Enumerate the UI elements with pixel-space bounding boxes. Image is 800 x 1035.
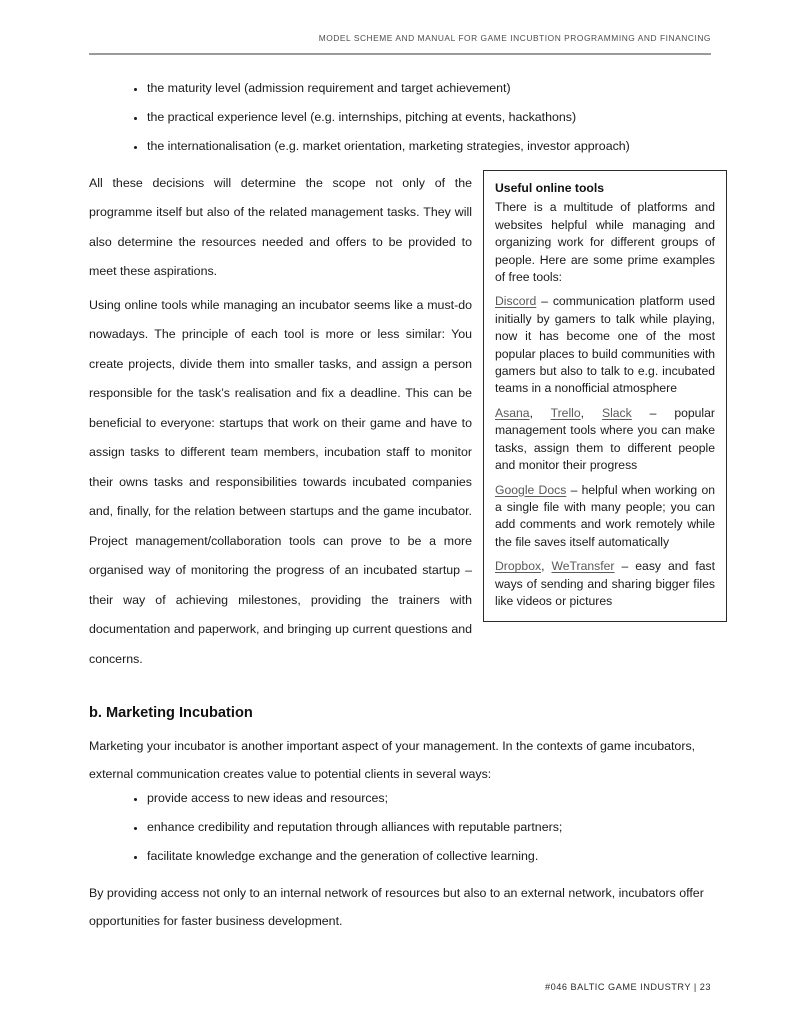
tool-description-filesharing: – easy and fast ways of sending and sharing bigger files like videos or pictures bbox=[495, 559, 716, 608]
tool-entry-discord bbox=[495, 293, 715, 397]
link-trello[interactable]: Trello bbox=[550, 405, 581, 420]
tool-entry-filesharing bbox=[495, 558, 715, 610]
list-item: the maturity level (admission requirement and target achievement) bbox=[89, 82, 711, 94]
tool-description-google-docs: – helpful when working on a single file with many people; you can add comments and work remotely while the file saves itself automatically bbox=[495, 482, 716, 549]
tool-entry-google-docs bbox=[495, 482, 715, 552]
list-item: the practical experience level (e.g. internships, pitching at events, hackathons) bbox=[89, 111, 711, 123]
callout-title: Useful online tools bbox=[495, 180, 605, 195]
paragraph-online-tools: Using online tools while managing an incubator seems like a must-do nowadays. The principle of each tool is more or less similar: You create projects, divide them into smaller tasks, and assign a person responsible for the task’s realisation and fix a deadline. This can be beneficial to everyone: startups that work on their game and have to assign tasks to different team members, incubation staff to monitor their owns tasks and responsibilities towards incubated companies and, finally, for the relation between startups and the game incubator. Project management/collaboration tools can prove to be a more organised way of monitoring the progress of an incubated startup – their way of achieving milestones, providing the trainers with documentation and paperwork, and bringing up current questions and concerns. bbox=[89, 297, 472, 666]
running-title: MODEL SCHEME AND MANUAL FOR GAME INCUBTION PROGRAMMING AND FINANCING bbox=[318, 33, 711, 43]
link-asana[interactable]: Asana bbox=[495, 405, 530, 420]
section-heading: b. Marketing Incubation bbox=[89, 705, 253, 722]
footer-text: #046 BALTIC GAME INDUSTRY | 23 bbox=[545, 982, 711, 992]
list-item: provide access to new ideas and resources; bbox=[89, 792, 711, 804]
two-column-region bbox=[89, 169, 716, 675]
separator: , bbox=[529, 405, 551, 420]
tool-description-management: – popular management tools where you can make tasks, assign them to different people and monitor their progress bbox=[495, 405, 715, 473]
section-closing-paragraph: By providing access not only to an internal network of resources but also to an external network, incubators offer opportunities for faster business development. bbox=[89, 885, 704, 928]
tool-description-discord: – communication platform used initially by gamers to talk while playing, now it has become one of the most popular places to build communities with gamers but also to talk to e.g. incubated teams in a nonofficial atmosphere bbox=[495, 294, 715, 396]
link-dropbox[interactable]: Dropbox bbox=[495, 559, 542, 574]
header-divider bbox=[89, 53, 711, 55]
list-item: enhance credibility and reputation through alliances with reputable partners; bbox=[89, 821, 711, 833]
callout-intro: There is a multitude of platforms and websites helpful while managing and organizing work for different groups of people. Here are some prime examples of free tools: bbox=[495, 200, 715, 285]
criteria-bullet-list bbox=[89, 82, 711, 152]
separator: , bbox=[580, 405, 602, 420]
link-google-docs[interactable]: Google Docs bbox=[495, 482, 567, 497]
page-footer bbox=[89, 982, 711, 992]
document-content bbox=[89, 81, 716, 939]
paragraph-decisions: All these decisions will determine the scope not only of the programme itself but also of the related management tasks. They will also determine the resources needed and offers to be provided to meet these aspirations. bbox=[89, 175, 472, 279]
marketing-value-bullet-list bbox=[89, 792, 711, 862]
tool-entry-management bbox=[495, 405, 715, 475]
section-intro-paragraph: Marketing your incubator is another important aspect of your management. In the contexts of game incubators, external communication creates value to potential clients in several ways: bbox=[89, 739, 696, 782]
page-header bbox=[89, 33, 711, 55]
link-discord[interactable]: Discord bbox=[495, 294, 537, 309]
main-text-column bbox=[89, 169, 472, 675]
section-marketing-incubation bbox=[89, 704, 711, 935]
link-wetransfer[interactable]: WeTransfer bbox=[551, 559, 615, 574]
link-slack[interactable]: Slack bbox=[601, 405, 632, 420]
useful-online-tools-callout bbox=[483, 170, 727, 623]
list-item: the internationalisation (e.g. market orientation, marketing strategies, investor approach) bbox=[89, 140, 711, 152]
separator: , bbox=[541, 559, 552, 574]
list-item: facilitate knowledge exchange and the generation of collective learning. bbox=[89, 850, 711, 862]
